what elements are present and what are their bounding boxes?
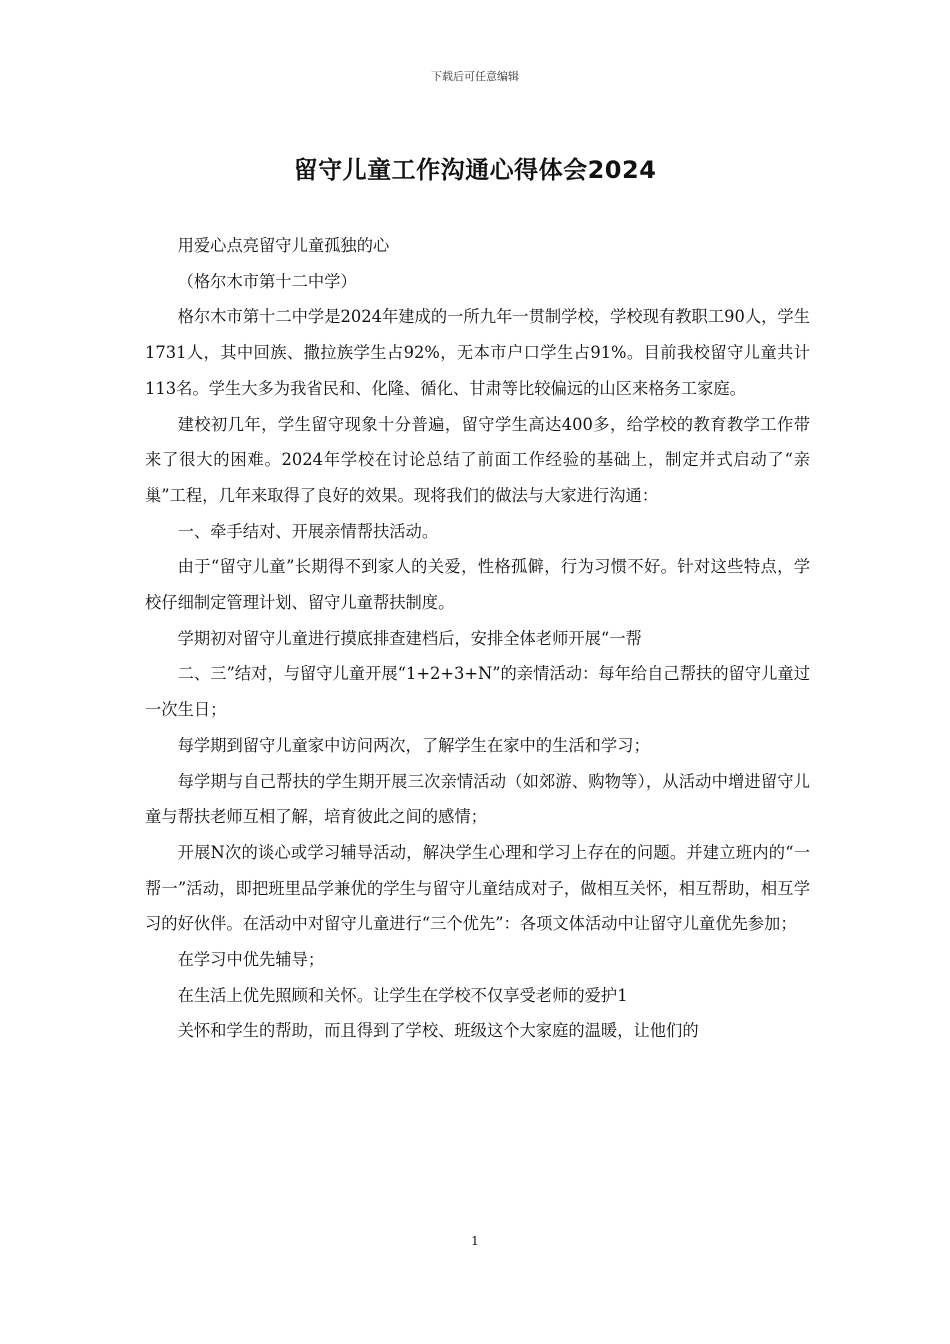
paragraph: 每学期与自己帮扶的学生期开展三次亲情活动（如郊游、购物等），从活动中增进留守儿童与帮扶老师互相了解，培育彼此之间的感情； (145, 771, 810, 827)
page-number: 1 (471, 1234, 479, 1248)
paragraph: 在生活上优先照顾和关怀。让学生在学校不仅享受老师的爱护1 (177, 985, 628, 1005)
document-title: 留守儿童工作沟通心得体会2024 (293, 156, 657, 184)
paragraph: 关怀和学生的帮助，而且得到了学校、班级这个大家庭的温暖，让他们的 (177, 1021, 699, 1041)
paragraph: 建校初几年，学生留守现象十分普遍，留守学生高达400多，给学校的教育教学工作带来了很大的困难。2024年学校在讨论总结了前面工作经验的基础上，制定并式启动了“亲巢”工程，几年来取得了良好的效果。现将我们的做法与大家进行沟通： (145, 414, 810, 505)
paragraph: 格尔木市第十二中学是2024年建成的一所九年一贯制学校，学校现有教职工90人，学生1731人，其中回族、撒拉族学生占92%，无本市户口学生占91%。目前我校留守儿童共计113名。学生大多为我省民和、化隆、循化、甘肃等比较偏远的山区来格务工家庭。 (145, 307, 810, 398)
section-heading: 一、牵手结对、开展亲情帮扶活动。 (177, 521, 439, 541)
school-name: （格尔木市第十二中学） (177, 271, 357, 291)
document-body (145, 228, 810, 1049)
paragraph: 每学期到留守儿童家中访问两次，了解学生在家中的生活和学习； (177, 735, 650, 755)
paragraph: 由于“留守儿童”长期得不到家人的关爱，性格孤僻，行为习惯不好。针对这些特点，学校仔细制定管理计划、留守儿童帮扶制度。 (145, 557, 810, 613)
paragraph: 二、三”结对，与留守儿童开展“1+2+3+N”的亲情活动：每年给自己帮扶的留守儿童过一次生日； (145, 664, 810, 720)
paragraph: 开展N次的谈心或学习辅导活动，解决学生心理和学习上存在的问题。并建立班内的“一帮一”活动，即把班里品学兼优的学生与留守儿童结成对子，做相互关怀，相互帮助，相互学习的好伙伴。在活动中对留守儿童进行“三个优先”：各项文体活动中让留守儿童优先参加； (145, 842, 810, 934)
paragraph: 在学习中优先辅导； (177, 950, 325, 970)
header-note: 下载后可任意编辑 (431, 70, 519, 83)
paragraph: 学期初对留守儿童进行摸底排查建档后，安排全体老师开展“一帮 (177, 628, 642, 648)
subtitle: 用爱心点亮留守儿童孤独的心 (177, 236, 390, 255)
